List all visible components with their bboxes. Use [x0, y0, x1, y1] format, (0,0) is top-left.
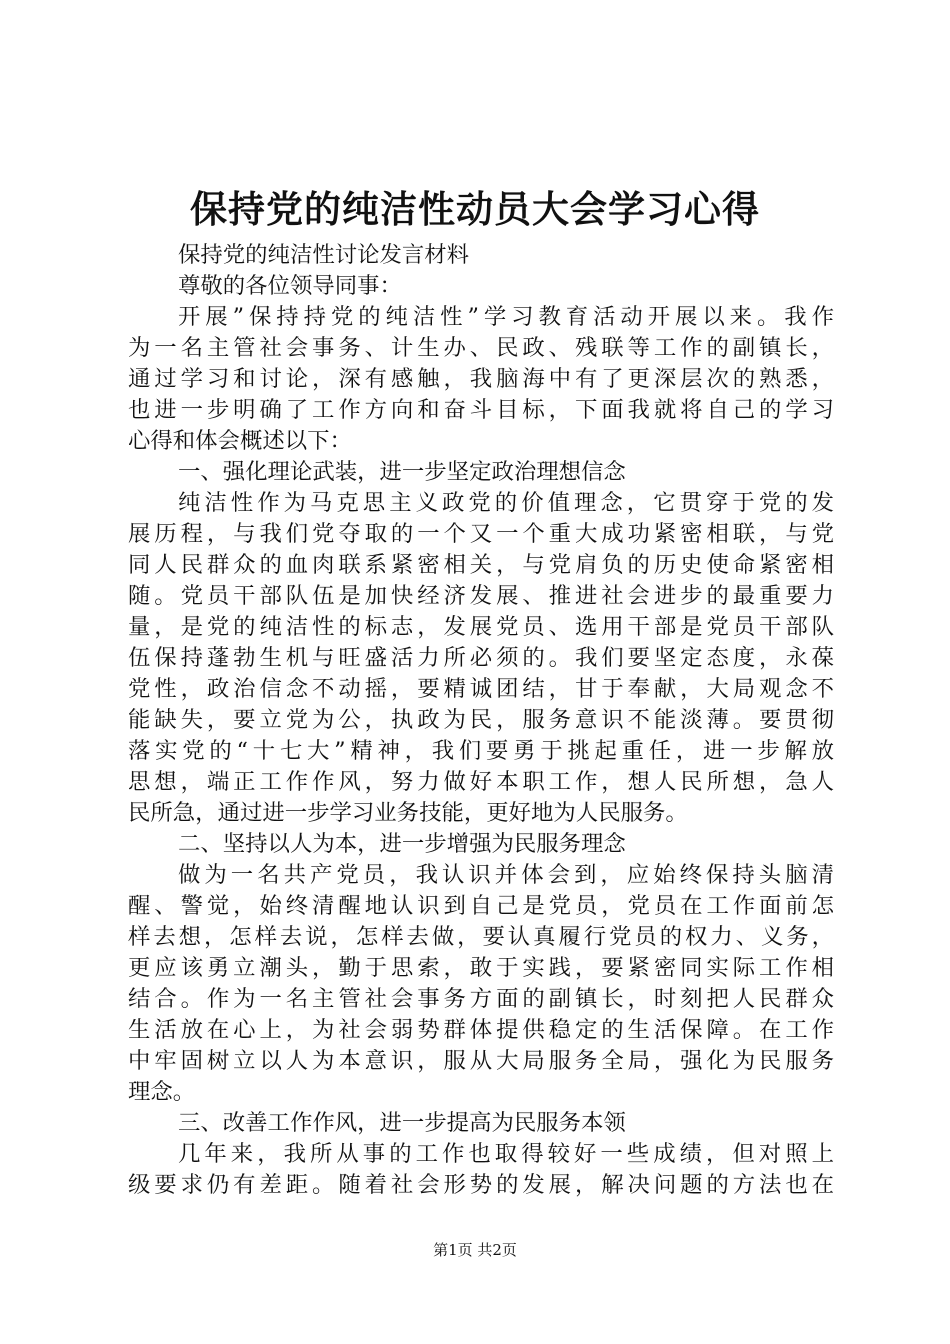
body-line-9: 纯洁性作为马克思主义政党的价值理念，它贯穿于党的发	[178, 490, 834, 516]
body-line-5: 通过学习和讨论，深有感触，我脑海中有了更深层次的熟悉，	[128, 366, 834, 392]
document-body	[128, 240, 834, 1201]
body-line-21: 做为一名共产党员，我认识并体会到，应始终保持头脑清	[178, 862, 834, 888]
body-line-27: 中牢固树立以人为本意识，服从大局服务全局，强化为民服务	[128, 1048, 834, 1074]
body-line-24: 更应该勇立潮头，勤于思索，敢于实践，要紧密同实际工作相	[128, 955, 834, 981]
body-line-17: 落实党的“十七大”精神，我们要勇于挑起重任，进一步解放	[128, 738, 834, 764]
body-line-1: 保持党的纯洁性讨论发言材料	[178, 242, 470, 268]
body-line-22: 醒、警觉，始终清醒地认识到自己是党员，党员在工作面前怎	[128, 893, 834, 919]
body-line-26: 生活放在心上，为社会弱势群体提供稳定的生活保障。在工作	[128, 1017, 834, 1043]
body-line-6: 也进一步明确了工作方向和奋斗目标，下面我就将自己的学习	[128, 397, 834, 423]
body-line-11: 同人民群众的血肉联系紧密相关，与党肩负的历史使命紧密相	[128, 552, 834, 578]
body-line-28: 理念。	[128, 1079, 196, 1105]
document-title: 保持党的纯洁性动员大会学习心得	[190, 188, 760, 231]
body-line-14: 伍保持蓬勃生机与旺盛活力所必须的。我们要坚定态度，永葆	[128, 645, 834, 671]
body-line-18: 思想，端正工作作风，努力做好本职工作，想人民所想，急人	[128, 769, 834, 795]
section-heading-2: 二、坚持以人为本，进一步增强为民服务理念	[178, 831, 626, 857]
section-heading-1: 一、强化理论武装，进一步坚定政治理想信念	[178, 459, 626, 485]
page-footer: 第1页 共2页	[433, 1241, 517, 1259]
body-line-19: 民所急，通过进一步学习业务技能，更好地为人民服务。	[128, 800, 688, 826]
body-line-25: 结合。作为一名主管社会事务方面的副镇长，时刻把人民群众	[128, 986, 834, 1012]
body-line-10: 展历程，与我们党夺取的一个又一个重大成功紧密相联，与党	[128, 521, 834, 547]
body-line-3: 开展”保持持党的纯洁性”学习教育活动开展以来。我作	[178, 304, 834, 330]
body-line-13: 量，是党的纯洁性的标志，发展党员、选用干部是党员干部队	[128, 614, 834, 640]
body-line-23: 样去想，怎样去说，怎样去做，要认真履行党员的权力、义务，	[128, 924, 834, 950]
section-heading-3: 三、改善工作作风，进一步提高为民服务本领	[178, 1110, 626, 1136]
body-line-2: 尊敬的各位领导同事：	[178, 273, 402, 299]
body-line-31: 级要求仍有差距。随着社会形势的发展，解决问题的方法也在	[128, 1172, 834, 1198]
body-line-15: 党性，政治信念不动摇，要精诚团结，甘于奉献，大局观念不	[128, 676, 834, 702]
body-line-12: 随。党员干部队伍是加快经济发展、推进社会进步的最重要力	[128, 583, 834, 609]
body-line-30: 几年来，我所从事的工作也取得较好一些成绩，但对照上	[178, 1141, 834, 1167]
body-line-7: 心得和体会概述以下：	[128, 428, 352, 454]
body-line-16: 能缺失，要立党为公，执政为民，服务意识不能淡薄。要贯彻	[128, 707, 834, 733]
body-line-4: 为一名主管社会事务、计生办、民政、残联等工作的副镇长，	[128, 335, 834, 361]
